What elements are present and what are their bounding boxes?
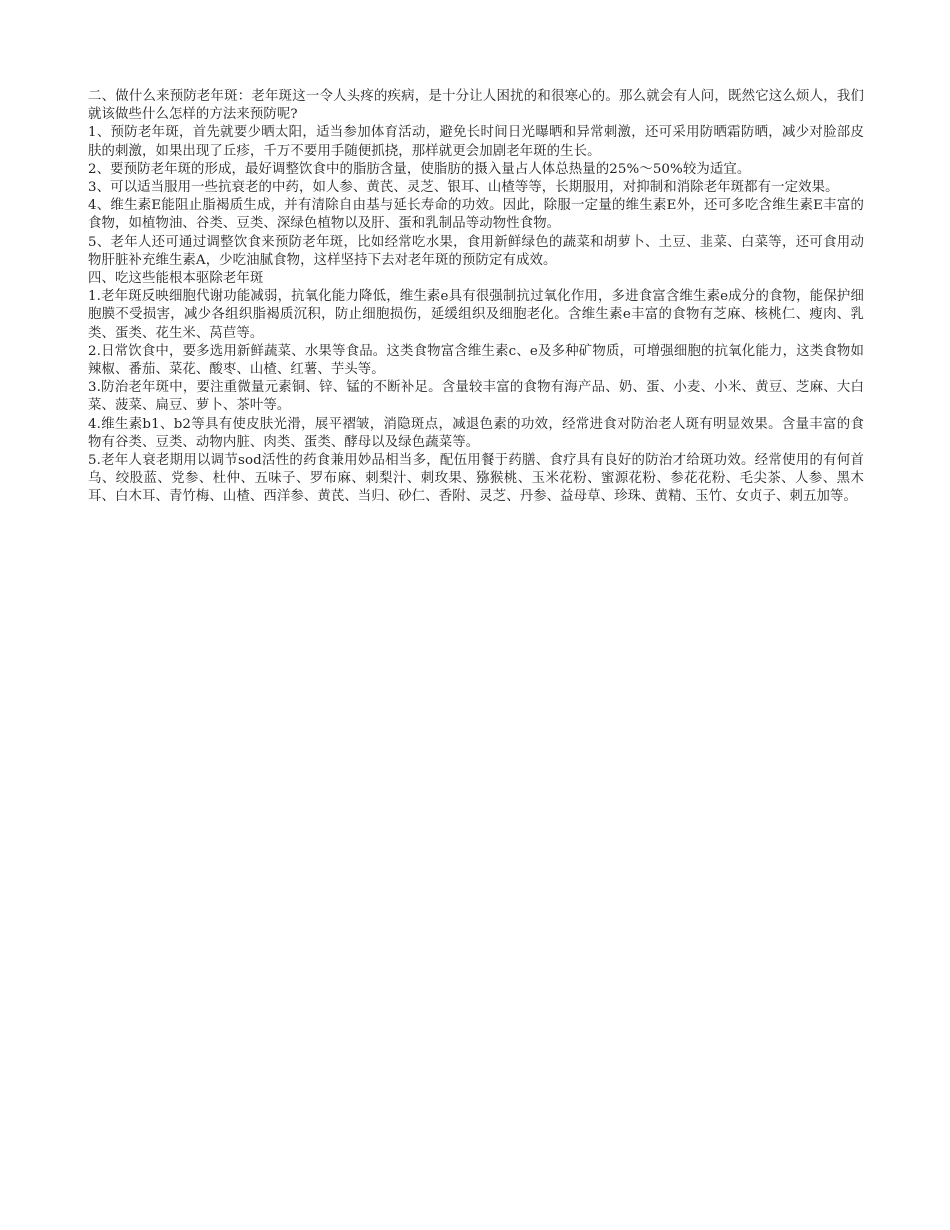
document-page bbox=[88, 88, 864, 507]
prevention-item-3: 3、可以适当服用一些抗衰老的中药，如人参、黄芪、灵芝、银耳、山楂等等，长期服用，对抑制和消除老年斑都有一定效果。 bbox=[88, 180, 839, 196]
prevention-item-4: 4、维生素E能阻止脂褐质生成，并有清除自由基与延长寿命的功效。因此，除服一定量的维生素E外，还可多吃含维生素E丰富的食物，如植物油、谷类、豆类、深绿色植物以及肝、蛋和乳制品等动物性食物。 bbox=[88, 198, 864, 232]
food-item-1: 1.老年斑反映细胞代谢功能减弱，抗氧化能力降低，维生素e具有很强制抗过氧化作用，多进食富含维生素e成分的食物，能保护细胞膜不受损害，减少各组织脂褐质沉积，防止细胞损伤，延缓组织及细胞老化。含维生素e丰富的食物有芝麻、核桃仁、瘦肉、乳类、蛋类、花生米、莴苣等。 bbox=[88, 289, 864, 341]
prevention-item-1: 1、预防老年斑，首先就要少晒太阳，适当参加体育活动，避免长时间日光曝晒和异常刺激，还可采用防晒霜防晒，减少对脸部皮肤的刺激，如果出现了丘疹，千万不要用手随便抓挠，那样就更会加剧老年斑的生长。 bbox=[88, 125, 864, 159]
prevention-item-5: 5、老年人还可通过调整饮食来预防老年斑，比如经常吃水果，食用新鲜绿色的蔬菜和胡萝卜、土豆、韭菜、白菜等，还可食用动物肝脏补充维生素A，少吃油腻食物，这样坚持下去对老年斑的预防定有成效。 bbox=[88, 234, 864, 268]
food-item-4: 4.维生素b1、b2等具有使皮肤光滑，展平褶皱，消隐斑点，减退色素的功效，经常进食对防治老人斑有明显效果。含量丰富的食物有谷类、豆类、动物内脏、肉类、蛋类、酵母以及绿色蔬菜等。 bbox=[88, 416, 864, 450]
prevention-item-2: 2、要预防老年斑的形成，最好调整饮食中的脂肪含量，使脂肪的摄入量占人体总热量的25%～50%较为适宜。 bbox=[88, 161, 751, 177]
food-item-3: 3.防治老年斑中，要注重微量元素铜、锌、锰的不断补足。含量较丰富的食物有海产品、奶、蛋、小麦、小米、黄豆、芝麻、大白菜、菠菜、扁豆、萝卜、茶叶等。 bbox=[88, 380, 864, 414]
food-item-2: 2.日常饮食中，要多选用新鲜蔬菜、水果等食品。这类食物富含维生素c、e及多种矿物质，可增强细胞的抗氧化能力，这类食物如辣椒、番茄、菜花、酸枣、山楂、红薯、芋头等。 bbox=[88, 343, 864, 378]
section-two-intro: 二、做什么来预防老年斑：老年斑这一令人头疼的疾病，是十分让人困扰的和很寒心的。那么就会有人问，既然它这么烦人，我们就该做些什么怎样的方法来预防呢? bbox=[88, 89, 864, 123]
section-four-heading: 四、吃这些能根本驱除老年斑 bbox=[88, 271, 264, 287]
food-item-5: 5.老年人衰老期用以调节sod活性的药食兼用妙品相当多，配伍用餐于药膳、食疗具有良好的防治才给斑功效。经常使用的有何首乌、绞股蓝、党参、杜仲、五味子、罗布麻、刺梨汁、刺玫果、猕猴桃、玉米花粉、蜜源花粉、参花花粉、毛尖茶、人参、黑木耳、白木耳、青竹梅、山楂、西洋参、黄芪、当归、砂仁、香附、灵芝、丹参、益母草、珍珠、黄精、玉竹、女贞子、刺五加等。 bbox=[88, 453, 864, 505]
